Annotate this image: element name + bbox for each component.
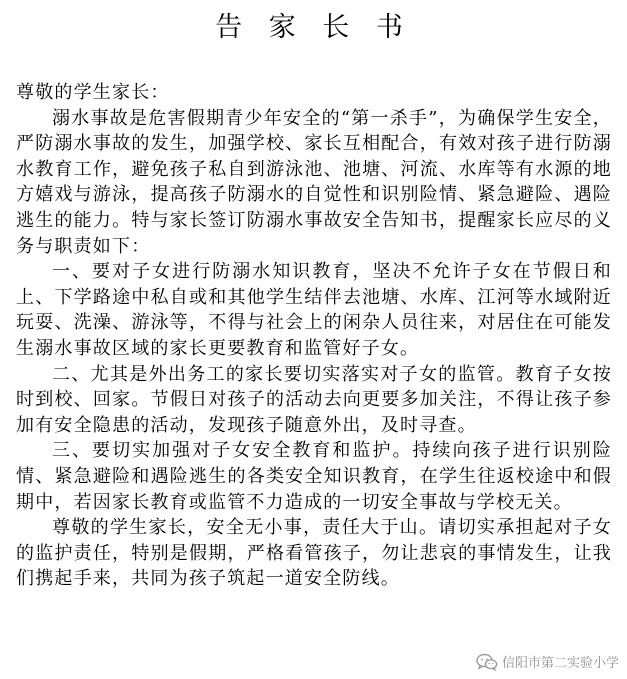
paragraph-item-1: 一、要对子女进行防溺水知识教育，坚决不允许子女在节假日和上、下学路途中私自或和其他学生结伴去池塘、水库、江河等水域附近玩耍、洗澡、游泳等，不得与社会上的闲杂人员往来，对居住在可能发生溺水事故区域的家长更要教育和监管好子女。	[16, 261, 612, 359]
wechat-icon	[476, 653, 498, 671]
paragraph-closing: 尊敬的学生家长，安全无小事，责任大于山。请切实承担起对子女的监护责任，特别是假期，严格看管孩子，勿让悲哀的事情发生，让我们携起手来，共同为孩子筑起一道安全防线。	[16, 517, 612, 590]
letter-body	[16, 80, 612, 592]
paragraph-item-2: 二、尤其是外出务工的家长要切实落实对子女的监管。教育子女按时到校、回家。节假日对孩子的活动去向更要多加关注，不得让孩子参加有安全隐患的活动，发现孩子随意外出，及时寻查。	[16, 363, 612, 436]
watermark-text: 信阳市第二实验小学	[501, 656, 619, 671]
paragraph-intro: 溺水事故是危害假期青少年安全的“第一杀手”，为确保学生安全，严防溺水事故的发生，加强学校、家长互相配合，有效对孩子进行防溺水教育工作，避免孩子私自到游泳池、池塘、河流、水库等有水源的地方嬉戏与游泳，提高孩子防溺水的自觉性和识别险情、紧急避险、遇险逃生的能力。特与家长签订防溺水事故安全告知书，提醒家长应尽的义务与职责如下：	[16, 107, 612, 257]
wechat-watermark	[476, 652, 619, 671]
letter-title: 告 家 长 书	[215, 12, 412, 43]
paragraph-item-3: 三、要切实加强对子女安全教育和监护。持续向孩子进行识别险情、紧急避险和遇险逃生的各类安全知识教育，在学生往返校途中和假期中，若因家长教育或监管不力造成的一切安全事故与学校无关。	[16, 440, 612, 513]
salutation: 尊敬的学生家长：	[16, 82, 170, 103]
